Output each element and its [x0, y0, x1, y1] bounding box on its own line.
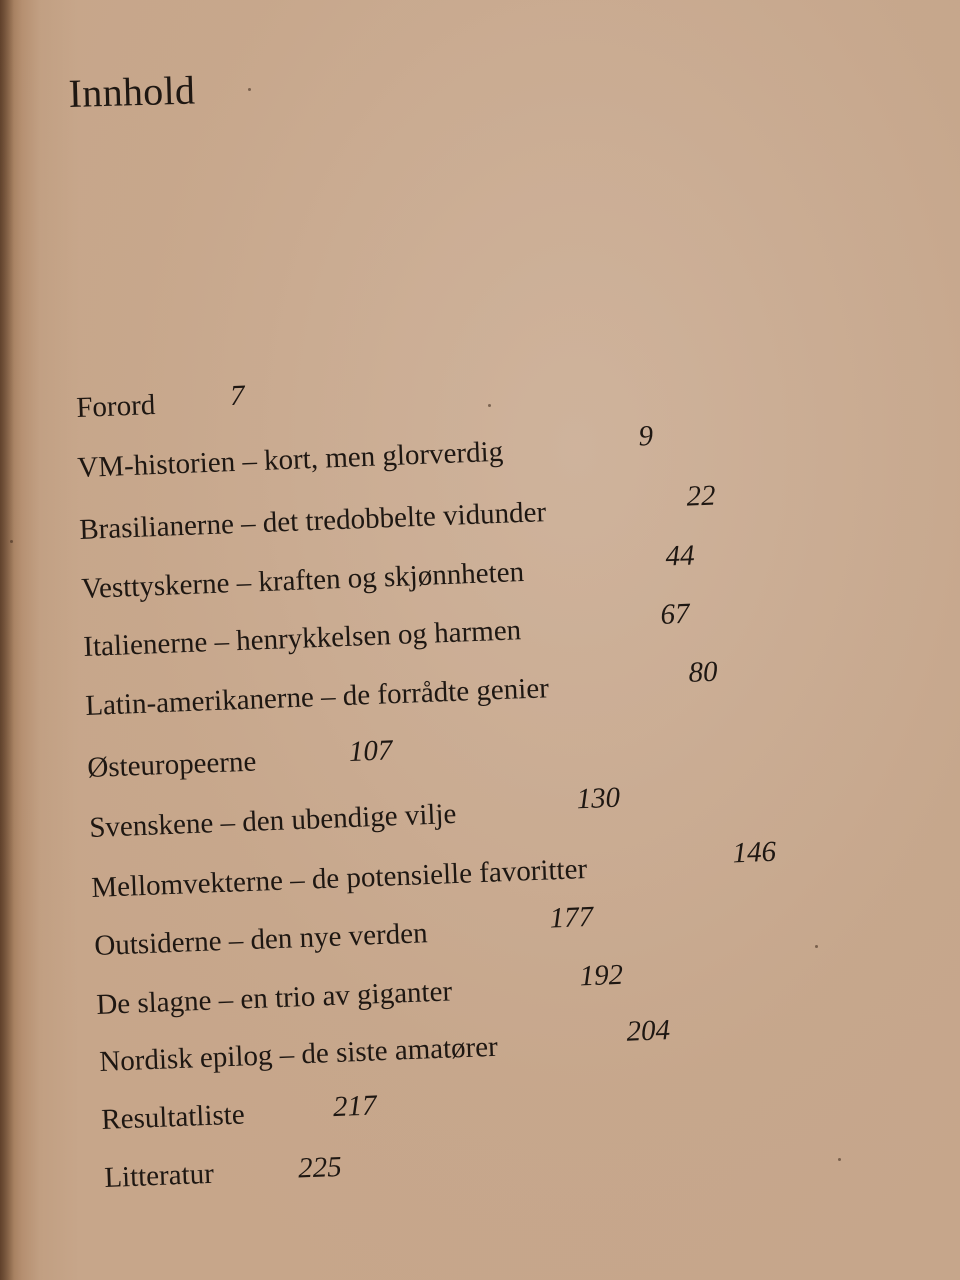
toc-entry — [103, 1150, 343, 1195]
toc-entry-page: 107 — [348, 734, 394, 768]
paper-speck — [838, 1158, 841, 1161]
toc-entry-title: Forord — [75, 388, 156, 425]
toc-entry-title: Nordisk epilog – de siste amatører — [98, 1030, 499, 1079]
toc-entry-title: Litteratur — [103, 1157, 215, 1195]
toc-entry-page: 67 — [659, 597, 691, 631]
toc-entry — [100, 1089, 378, 1137]
toc-entry-title: Italienerne – henrykkelsen og harmen — [82, 614, 522, 664]
toc-entry-page: 130 — [575, 781, 621, 816]
toc-entry — [95, 958, 624, 1022]
toc-entry — [93, 900, 594, 963]
toc-entry — [75, 379, 246, 425]
toc-entry-title: Mellomvekterne – de potensielle favoritter — [90, 852, 588, 905]
toc-entry-title: Brasilianerne – det tredobbelte vidunder — [78, 496, 547, 547]
toc-entry-title: Svenskene – den ubendige vilje — [88, 797, 457, 845]
toc-entry-title: Outsiderne – den nye verden — [93, 917, 429, 963]
toc-entry-page: 9 — [637, 419, 654, 453]
page-title: Innhold — [68, 67, 196, 116]
toc-entry — [76, 419, 654, 485]
toc-entry-title: Latin-amerikanerne – de forrådte genier — [84, 672, 550, 723]
toc-entry — [82, 597, 691, 664]
toc-entry — [78, 479, 717, 547]
toc-entry-title: Vesttyskerne – kraften og skjønnheten — [80, 556, 525, 606]
toc-entry-page: 80 — [687, 655, 719, 689]
toc-entry-title: Østeuropeerne — [86, 745, 257, 785]
toc-entry-page: 7 — [229, 379, 246, 413]
paper-speck — [488, 404, 491, 407]
paper-speck — [815, 945, 818, 948]
toc-entry — [98, 1014, 671, 1079]
toc-entry-page: 146 — [731, 835, 777, 870]
toc-entry — [88, 781, 621, 845]
toc-entry-title: VM-historien – kort, men glorverdig — [76, 435, 504, 485]
toc-entry — [84, 655, 719, 723]
toc-entry — [80, 539, 696, 606]
toc-entry-page: 217 — [332, 1089, 378, 1124]
toc-entry-page: 192 — [578, 958, 624, 993]
toc-entry — [90, 835, 777, 905]
toc-entry-title: De slagne – en trio av giganter — [95, 975, 453, 1022]
toc-entry-page: 177 — [549, 900, 594, 935]
toc-entry — [86, 734, 394, 785]
toc-entry-page: 22 — [685, 479, 717, 513]
toc-entry-title: Resultatliste — [100, 1098, 246, 1137]
paper-speck — [248, 88, 251, 91]
toc-entry-page: 44 — [664, 539, 696, 573]
toc-entry-page: 204 — [625, 1014, 671, 1048]
paper-speck — [10, 540, 13, 543]
toc-entry-page: 225 — [297, 1150, 343, 1185]
